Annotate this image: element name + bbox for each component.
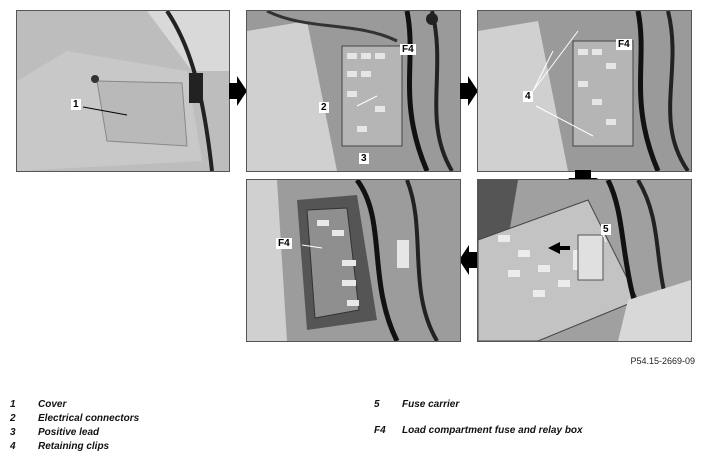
legend-num: 4 bbox=[10, 441, 16, 452]
legend-right bbox=[374, 398, 583, 438]
legend-num: F4 bbox=[374, 425, 386, 436]
legend-num: 1 bbox=[10, 399, 16, 410]
legend-text: Retaining clips bbox=[38, 441, 110, 452]
legend-text: Electrical connectors bbox=[38, 413, 140, 424]
legend-item bbox=[10, 398, 139, 412]
callout-2: 2 bbox=[321, 102, 327, 113]
callout-4: 4 bbox=[525, 91, 531, 102]
legend-item bbox=[374, 424, 583, 438]
photo-4-image bbox=[478, 180, 691, 341]
callout-F4: F4 bbox=[402, 44, 414, 55]
legend-text: Load compartment fuse and relay box bbox=[402, 425, 583, 436]
figure-id: P54.15-2669-09 bbox=[630, 356, 695, 366]
legend-text: Positive lead bbox=[38, 427, 100, 438]
photo-step-4-fuse-carrier bbox=[477, 179, 692, 342]
legend-num: 5 bbox=[374, 399, 380, 410]
legend-item bbox=[10, 412, 139, 426]
arrow-left-icon bbox=[459, 245, 477, 275]
legend-text: Cover bbox=[38, 399, 67, 410]
legend-num: 3 bbox=[10, 427, 16, 438]
legend-item bbox=[374, 398, 583, 412]
callout-F4: F4 bbox=[278, 238, 290, 249]
photo-2-image bbox=[247, 11, 460, 171]
callout-F4: F4 bbox=[618, 39, 630, 50]
photo-1-image bbox=[17, 11, 229, 171]
photo-step-3-retaining-clips bbox=[477, 10, 692, 172]
callout-1: 1 bbox=[73, 99, 79, 110]
legend-left bbox=[10, 398, 139, 454]
legend-num: 2 bbox=[10, 413, 16, 424]
callout-3: 3 bbox=[361, 153, 367, 164]
photo-5-image bbox=[247, 180, 460, 341]
photo-step-2-connectors bbox=[246, 10, 461, 172]
photo-3-image bbox=[478, 11, 691, 171]
photo-step-1-cover bbox=[16, 10, 230, 172]
photo-step-5-fuse-box-removed bbox=[246, 179, 461, 342]
callout-5: 5 bbox=[603, 224, 609, 235]
arrow-right-icon bbox=[229, 76, 247, 106]
legend-item bbox=[10, 426, 139, 440]
legend-item bbox=[10, 440, 139, 454]
legend-text: Fuse carrier bbox=[402, 399, 460, 410]
arrow-right-icon bbox=[460, 76, 478, 106]
